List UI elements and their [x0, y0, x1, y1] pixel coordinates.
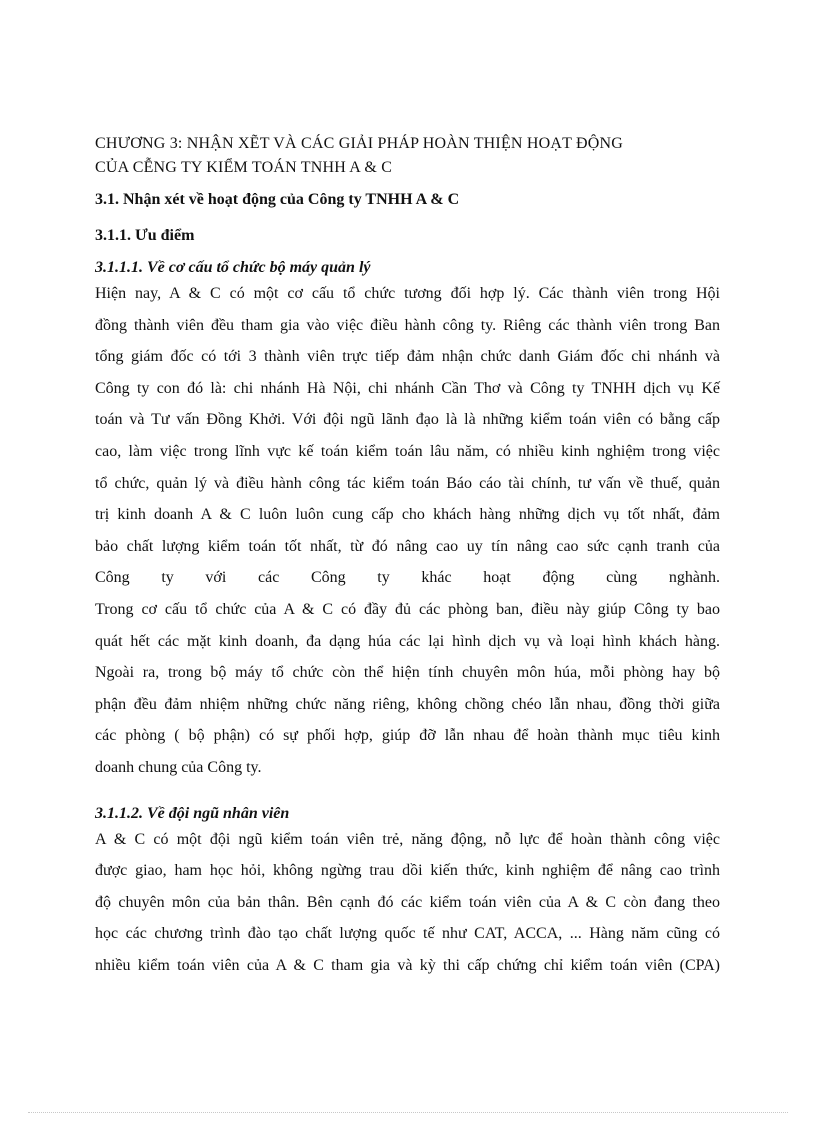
document-page: [95, 132, 720, 981]
text-line: Công ty với các Công ty khác hoạt động cùng nghành.: [95, 569, 720, 587]
text-line: A & C có một đội ngũ kiểm toán viên trẻ, năng động, nỗ lực để hoàn thành công việc: [95, 830, 720, 848]
text-line: Công ty con đó là: chi nhánh Hà Nội, chi nhánh Cần Thơ và Công ty TNHH dịch vụ Kế: [95, 379, 720, 397]
text-line: Trong cơ cấu tổ chức của A & C có đầy đủ các phòng ban, điều này giúp Công ty bao: [95, 600, 720, 618]
chapter-title-line: CHƯƠNG 3: NHẬN XẼT VÀ CÁC GIẢI PHÁP HOÀN THIỆN HOẠT ĐỘNG: [95, 135, 624, 152]
subsection-title: 3.1.1. Ưu điểm: [95, 227, 195, 244]
subsection-heading-organization: 3.1.1.1. Về cơ cấu tổ chức bộ máy quản lý: [95, 259, 371, 276]
text-line: Hiện nay, A & C có một cơ cấu tổ chức tương đối hợp lý. Các thành viên trong Hội: [95, 285, 720, 302]
text-line: quát hết các mặt kinh doanh, đa dạng húa các lại hình dịch vụ và loại hình khách hàng.: [95, 632, 720, 650]
text-line: đồng thành viên đều tham gia vào việc điều hành công ty. Riêng các thành viên trong Ban: [95, 316, 720, 334]
text-line: học các chương trình đào tạo chất lượng quốc tế như CAT, ACCA, ... Hàng năm cũng có: [95, 925, 720, 943]
text-line: tổng giám đốc có tới 3 thành viên trực tiếp đảm nhận chức danh Giám đốc chi nhánh và: [95, 348, 720, 366]
text-line: doanh chung của Công ty.: [95, 758, 262, 776]
text-line: bảo chất lượng kiểm toán tốt nhất, từ đó nâng cao uy tín nâng cao sức cạnh tranh của: [95, 537, 720, 555]
text-line: độ chuyên môn của bản thân. Bên cạnh đó các kiểm toán viên của A & C còn đang theo: [95, 893, 720, 911]
chapter-title-line: CỦA CỄNG TY KIỂM TOÁN TNHH A & C: [95, 159, 393, 176]
text-line: Ngoài ra, trong bộ máy tổ chức còn thể hiện tính chuyên môn húa, mỗi phòng hay bộ: [95, 664, 720, 682]
text-line: trị kinh doanh A & C luôn luôn cung cấp cho khách hàng những dịch vụ tốt nhất, đảm: [95, 506, 720, 524]
chapter-title: [95, 132, 720, 180]
text-line: toán và Tư vấn Đồng Khởi. Với đội ngũ lãnh đạo là là những kiểm toán viên có bằng cấp: [95, 411, 720, 429]
page-bottom-divider: [28, 1112, 788, 1113]
text-line: tổ chức, quản lý và điều hành công tác kiểm toán Báo cáo tài chính, tư vấn về thuế, quản: [95, 474, 720, 492]
text-line: nhiều kiểm toán viên của A & C tham gia và kỳ thi cấp chứng chỉ kiểm toán viên (CPA): [95, 956, 720, 974]
text-line: được giao, ham học hỏi, không ngừng trau dồi kiến thức, kinh nghiệm để nâng cao trình: [95, 862, 720, 880]
section-title: 3.1. Nhận xét về hoạt động của Công ty TNHH A & C: [95, 191, 460, 208]
paragraph-staff: [95, 824, 720, 982]
text-line: cao, làm việc trong lĩnh vực kế toán kiểm toán lâu năm, có nhiều kinh nghiệm trong việc: [95, 442, 720, 460]
paragraph-organization: [95, 278, 720, 784]
text-line: phận đều đảm nhiệm những chức năng riêng, không chồng chéo lẫn nhau, đồng thời giữa: [95, 695, 720, 713]
text-line: các phòng ( bộ phận) có sự phối hợp, giúp đỡ lẫn nhau để hoàn thành mục tiêu kinh: [95, 727, 720, 745]
subsection-heading-staff: 3.1.1.2. Về đội ngũ nhân viên: [95, 804, 290, 822]
